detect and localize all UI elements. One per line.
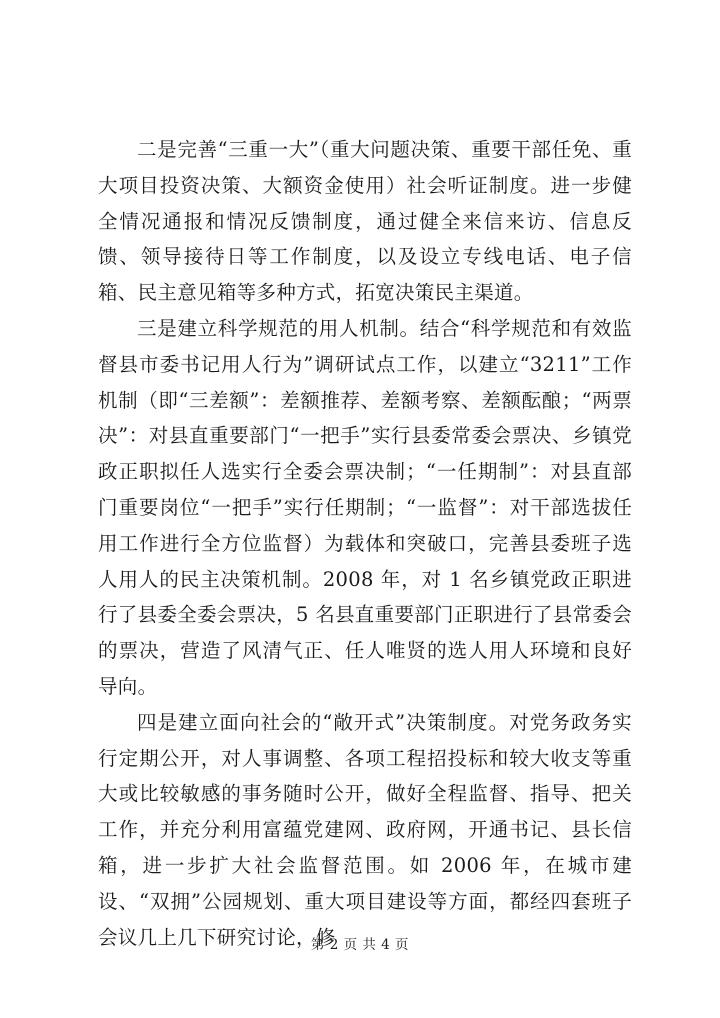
- page-number-footer: 第 2 页 共 4 页: [310, 937, 410, 953]
- document-body: [98, 132, 632, 955]
- paragraph-decision-hearing: 二是完善“三重一大”（重大问题决策、重要干部任免、重大项目投资决策、大额资金使用）社会听证制度。进一步健全情况通报和情况反馈制度，通过健全来信来访、信息反馈、领导接待日等工作制度，以及设立专线电话、电子信箱、民主意见箱等多种方式，拓宽决策民主渠道。: [98, 138, 632, 305]
- paragraph-open-decision: 四是建立面向社会的“敞开式”决策制度。对党务政务实行定期公开，对人事调整、各项工程招投标和较大收支等重大或比较敏感的事务随时公开，做好全程监督、指导、把关工作，并充分利用富蕴党建网、政府网，开通书记、县长信箱，进一步扩大社会监督范围。如 2006 年，在城市建设、“双拥”公园规划、重大项目建设等方面，都经四套班子会议几上几下研究讨论，修: [98, 710, 632, 949]
- paragraph-personnel-mechanism: 三是建立科学规范的用人机制。结合“科学规范和有效监督县市委书记用人行为”调研试点工作，以建立“3211”工作机制（即“三差额”：差额推荐、差额考察、差额酝酿；“两票决”：对县直重要部门“一把手”实行县委常委会票决、乡镇党政正职拟任人选实行全委会票决制；“一任期制”：对县直部门重要岗位“一把手”实行任期制；“一监督”：对干部选拔任用工作进行全方位监督）为载体和突破口，完善县委班子选人用人的民主决策机制。2008 年，对 1 名乡镇党政正职进行了县委全委会票决，5 名县直重要部门正职进行了县常委会的票决，营造了风清气正、任人唯贤的选人用人环境和良好导向。: [98, 316, 633, 698]
